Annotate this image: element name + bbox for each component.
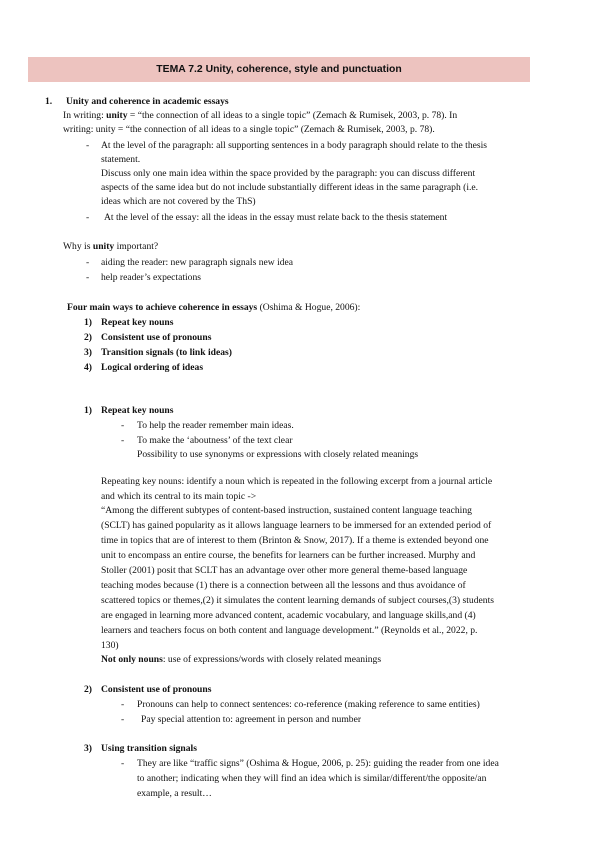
quote-line: time in topics that are of interest to them (Brinton & Snow, 2017). If a theme is extended beyond one <box>101 535 489 546</box>
body-text: and which its central to its main topic -> <box>101 491 257 502</box>
list-number: 2) <box>84 332 92 343</box>
why-unity-question: Why is unity important? <box>63 241 159 252</box>
subsection-number: 2) <box>84 684 92 695</box>
coherence-ways-heading: Four main ways to achieve coherence in essays (Oshima & Hogue, 2006): <box>67 302 361 313</box>
list-item: Repeat key nouns <box>101 317 174 328</box>
list-item: Logical ordering of ideas <box>101 362 204 373</box>
not-only-nouns: Not only nouns: use of expressions/words with closely related meanings <box>101 654 382 665</box>
quote-line: Stoller (2001) posit that SCLT has an advantage over other more general theme-based language <box>101 565 468 576</box>
subsection-number: 3) <box>84 743 92 754</box>
list-number: 3) <box>84 347 92 358</box>
bullet-dash: - <box>121 699 125 710</box>
quote-line: 130) <box>101 640 119 651</box>
list-item: Transition signals (to link ideas) <box>101 347 232 358</box>
section-number: 1. <box>45 96 53 107</box>
body-text: Repeating key nouns: identify a noun which is repeated in the following excerpt from a journal article <box>101 476 493 487</box>
unity-definition-line-1: In writing: unity = “the connection of all ideas to a single topic” (Zemach & Rumisek, 2003, p. 78). In <box>63 110 458 121</box>
bullet-dash: - <box>86 257 90 268</box>
bullet-text: ideas which are not covered by the ThS) <box>101 196 256 207</box>
quote-line: (SCLT) has gained popularity as it allows language learners to be immersed for an extended period of <box>101 520 492 531</box>
page-title: TEMA 7.2 Unity, coherence, style and punctuation <box>28 57 530 82</box>
bullet-text: They are like “traffic signs” (Oshima & Hogue, 2006, p. 25): guiding the reader from one idea <box>137 758 499 769</box>
subsection-heading: Repeat key nouns <box>101 405 174 416</box>
bullet-dash: - <box>121 758 125 769</box>
quote-line: learners and teachers focus on both content and language development.” (Reynolds et al., 2022, p. <box>101 625 478 636</box>
quote-line: teaching modes because (1) there is a connection between all the lessons and thus avoidance of <box>101 580 466 591</box>
subsection-number: 1) <box>84 405 92 416</box>
bullet-dash: - <box>121 420 125 431</box>
bullet-text: Discuss only one main idea within the space provided by the paragraph: you can discuss different <box>101 168 476 179</box>
section-heading: Unity and coherence in academic essays <box>66 96 229 107</box>
bullet-dash: - <box>86 212 90 223</box>
bullet-text: Pay special attention to: agreement in person and number <box>141 714 362 725</box>
subsection-heading: Using transition signals <box>101 743 197 754</box>
bullet-text: At the level of the paragraph: all supporting sentences in a body paragraph should relate to the thesis <box>101 140 488 151</box>
bullet-text: example, a result… <box>137 788 212 799</box>
list-number: 1) <box>84 317 92 328</box>
bullet-text: aspects of the same idea but do not include substantially different ideas in the same paragraph (i.e. <box>101 182 479 193</box>
quote-line: unit to encompass an entire course, the benefits for learners can be further increased. Murphy and <box>101 550 476 561</box>
unity-definition-line-2: writing: unity = “the connection of all ideas to a single topic” (Zemach & Rumisek, 2003, p. 78). <box>63 124 435 135</box>
quote-line: are engaged in learning more advanced content, academic vocabulary, and language skills,and (4) <box>101 610 476 621</box>
list-number: 4) <box>84 362 92 373</box>
why-item: aiding the reader: new paragraph signals new idea <box>101 257 294 268</box>
bullet-text: Possibility to use synonyms or expressions with closely related meanings <box>137 449 419 460</box>
bullet-text: To make the ‘aboutness’ of the text clear <box>137 435 293 446</box>
bullet-dash: - <box>121 714 125 725</box>
bullet-text: At the level of the essay: all the ideas in the essay must relate back to the thesis statement <box>104 212 448 223</box>
quote-line: “Among the different subtypes of content-based instruction, sustained content language teaching <box>101 505 472 516</box>
bullet-text: Pronouns can help to connect sentences: co-reference (making reference to same entities) <box>137 699 480 710</box>
bullet-dash: - <box>121 435 125 446</box>
bullet-text: To help the reader remember main ideas. <box>137 420 294 431</box>
list-item: Consistent use of pronouns <box>101 332 212 343</box>
quote-line: scattered topics or themes,(2) it simulates the content learning demands of subject courses,(3) students <box>101 595 494 606</box>
bullet-text: statement. <box>101 154 141 165</box>
bullet-text: to another; indicating when they will find an idea which is similar/different/the opposite/an <box>137 773 487 784</box>
subsection-heading: Consistent use of pronouns <box>101 684 212 695</box>
bullet-dash: - <box>86 140 90 151</box>
bullet-dash: - <box>86 272 90 283</box>
why-item: help reader’s expectations <box>101 272 201 283</box>
